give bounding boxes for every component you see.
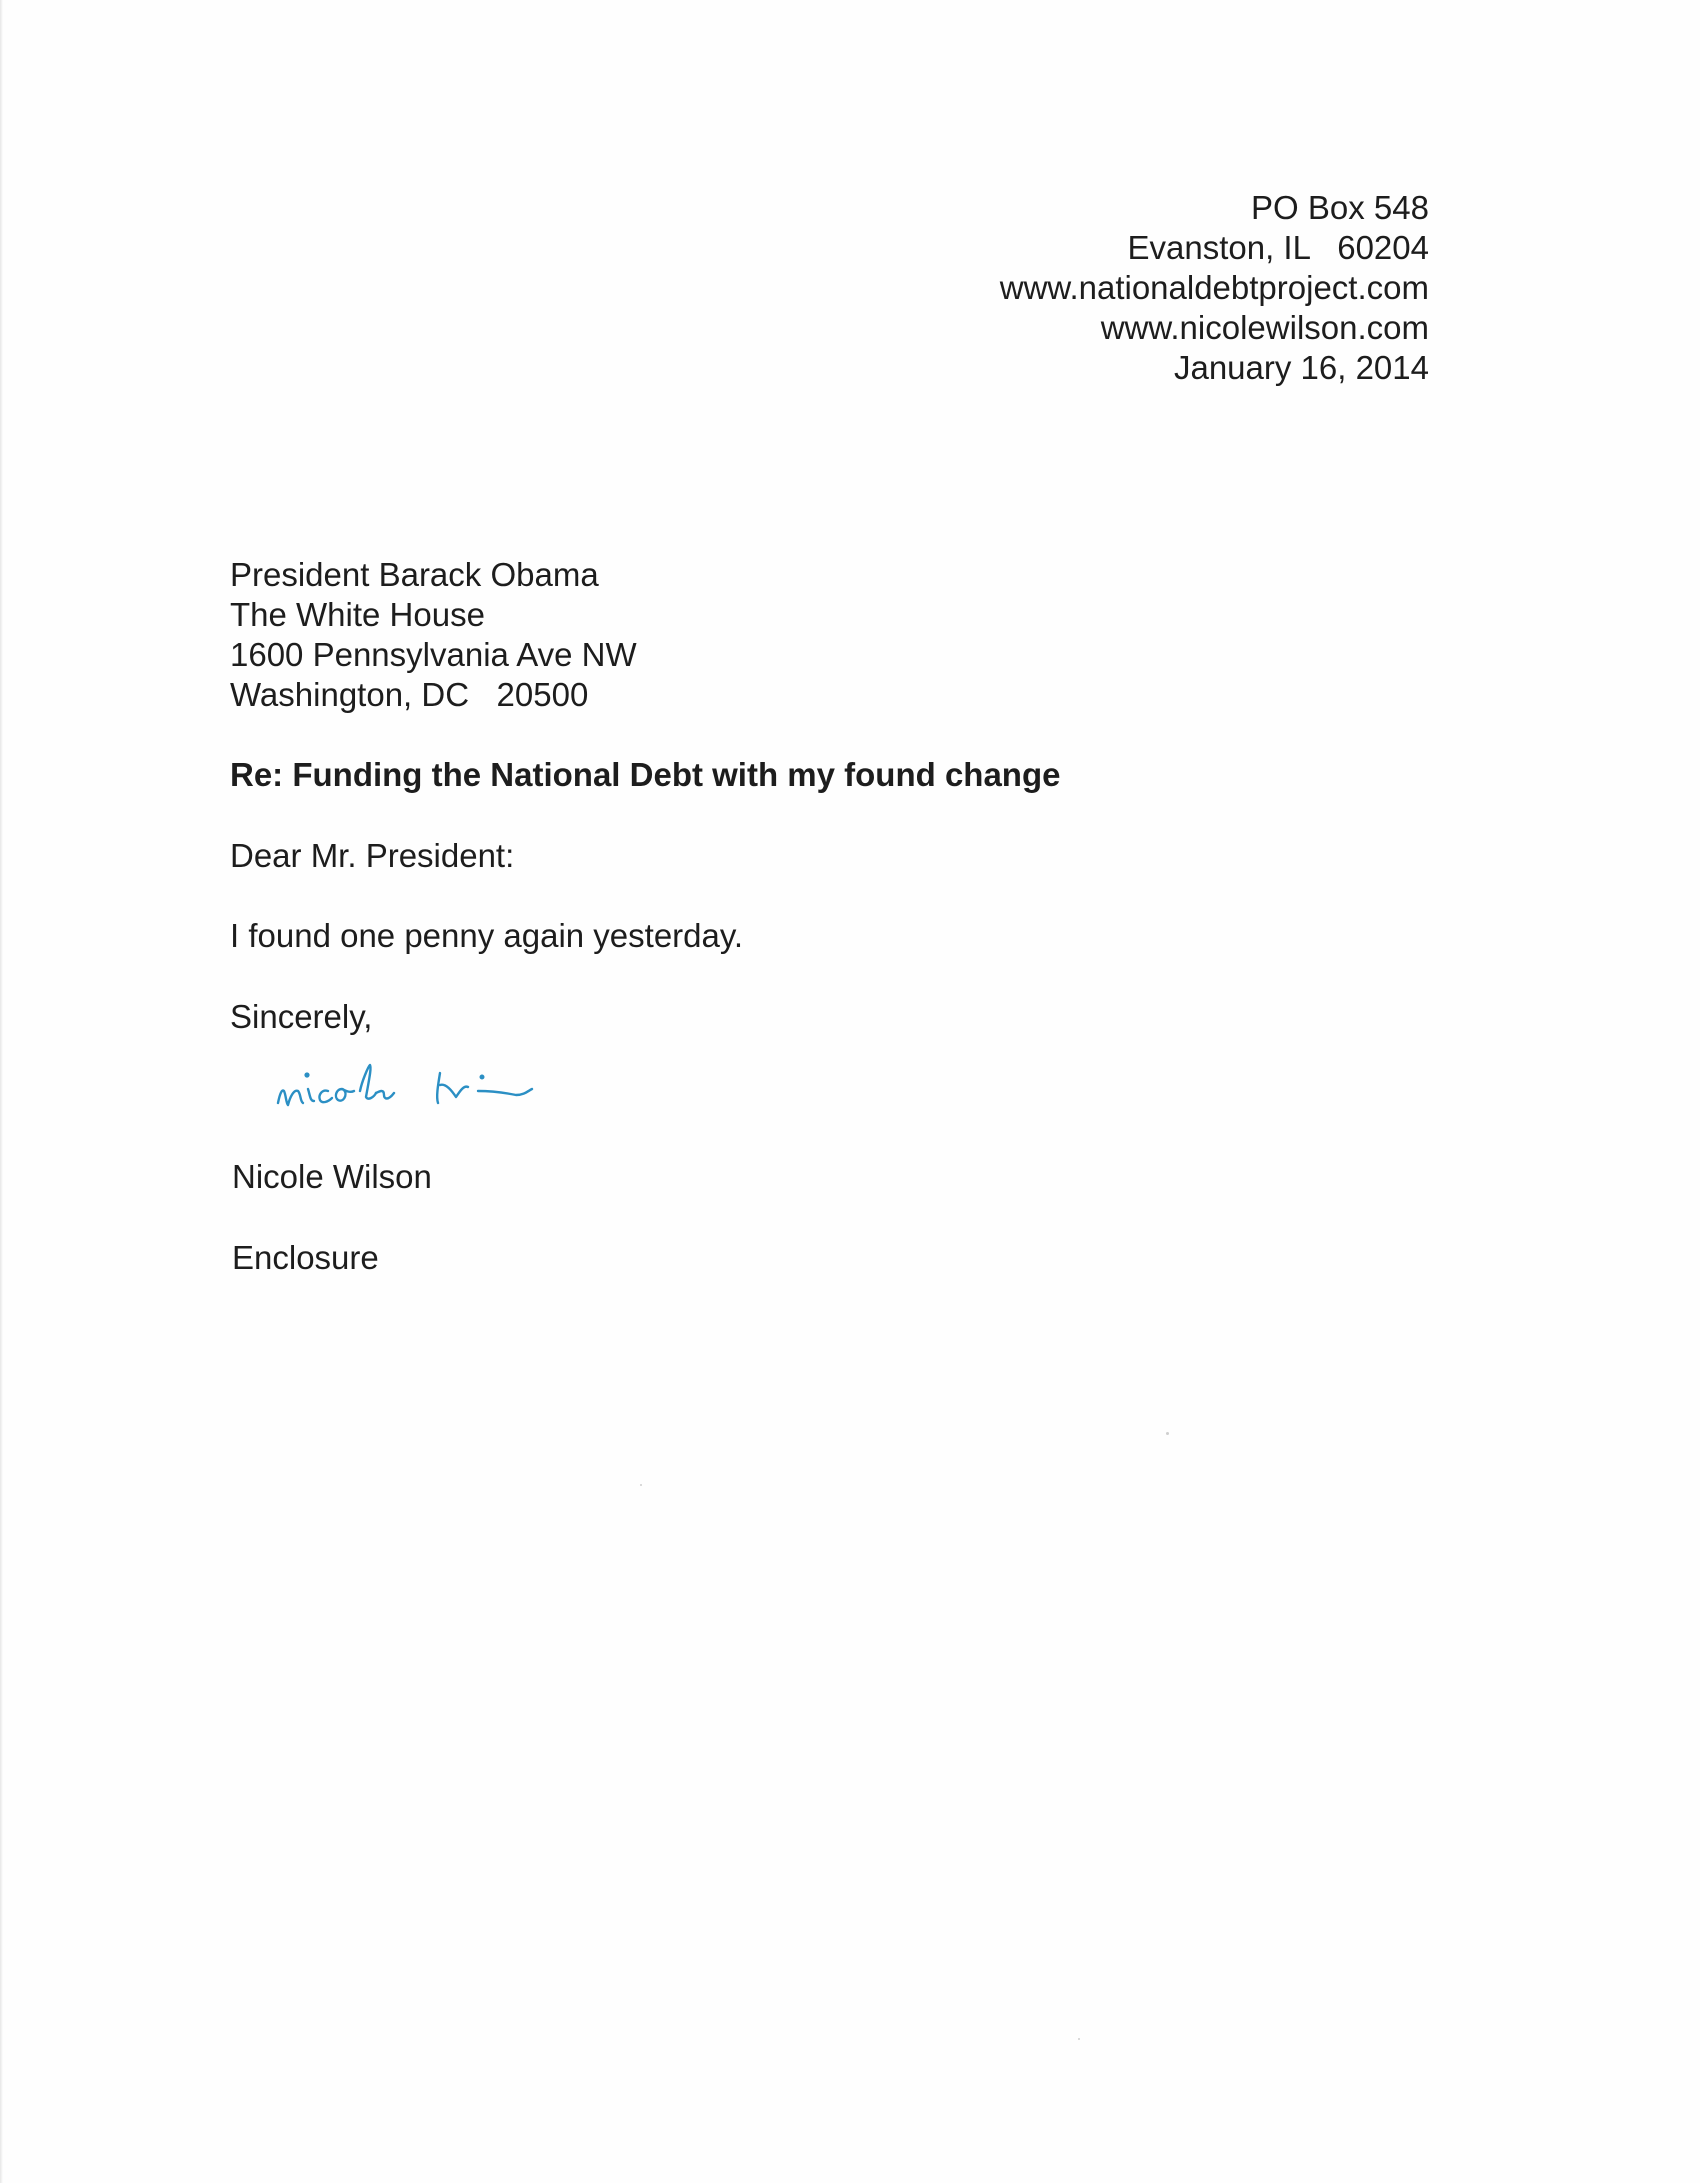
sender-po-box: PO Box 548	[1251, 189, 1429, 226]
sender-city-state-zip: Evanston, IL 60204	[1127, 229, 1429, 266]
salutation: Dear Mr. President:	[230, 837, 515, 874]
closing: Sincerely,	[230, 998, 373, 1035]
letter-body: I found one penny again yesterday.	[230, 917, 744, 954]
recipient-street: 1600 Pennsylvania Ave NW	[230, 636, 637, 673]
letter-date: January 16, 2014	[1173, 349, 1429, 386]
sender-address-block	[1000, 188, 1429, 388]
page-edge-shadow	[0, 0, 3, 2183]
recipient-address-block	[230, 555, 637, 715]
enclosure-notation: Enclosure	[232, 1239, 379, 1276]
recipient-city-state-zip: Washington, DC 20500	[230, 676, 589, 713]
recipient-name: President Barack Obama	[230, 556, 599, 593]
handwritten-signature	[270, 1045, 600, 1125]
paper-speck	[1078, 2038, 1080, 2040]
sender-website-personal: www.nicolewilson.com	[1100, 309, 1429, 346]
signer-name: Nicole Wilson	[232, 1158, 432, 1195]
recipient-organization: The White House	[230, 596, 485, 633]
paper-speck	[1166, 1432, 1169, 1435]
paper-speck	[640, 1484, 642, 1486]
subject-line: Re: Funding the National Debt with my found change	[230, 756, 1061, 793]
sender-website-national-debt: www.nationaldebtproject.com	[999, 269, 1429, 306]
